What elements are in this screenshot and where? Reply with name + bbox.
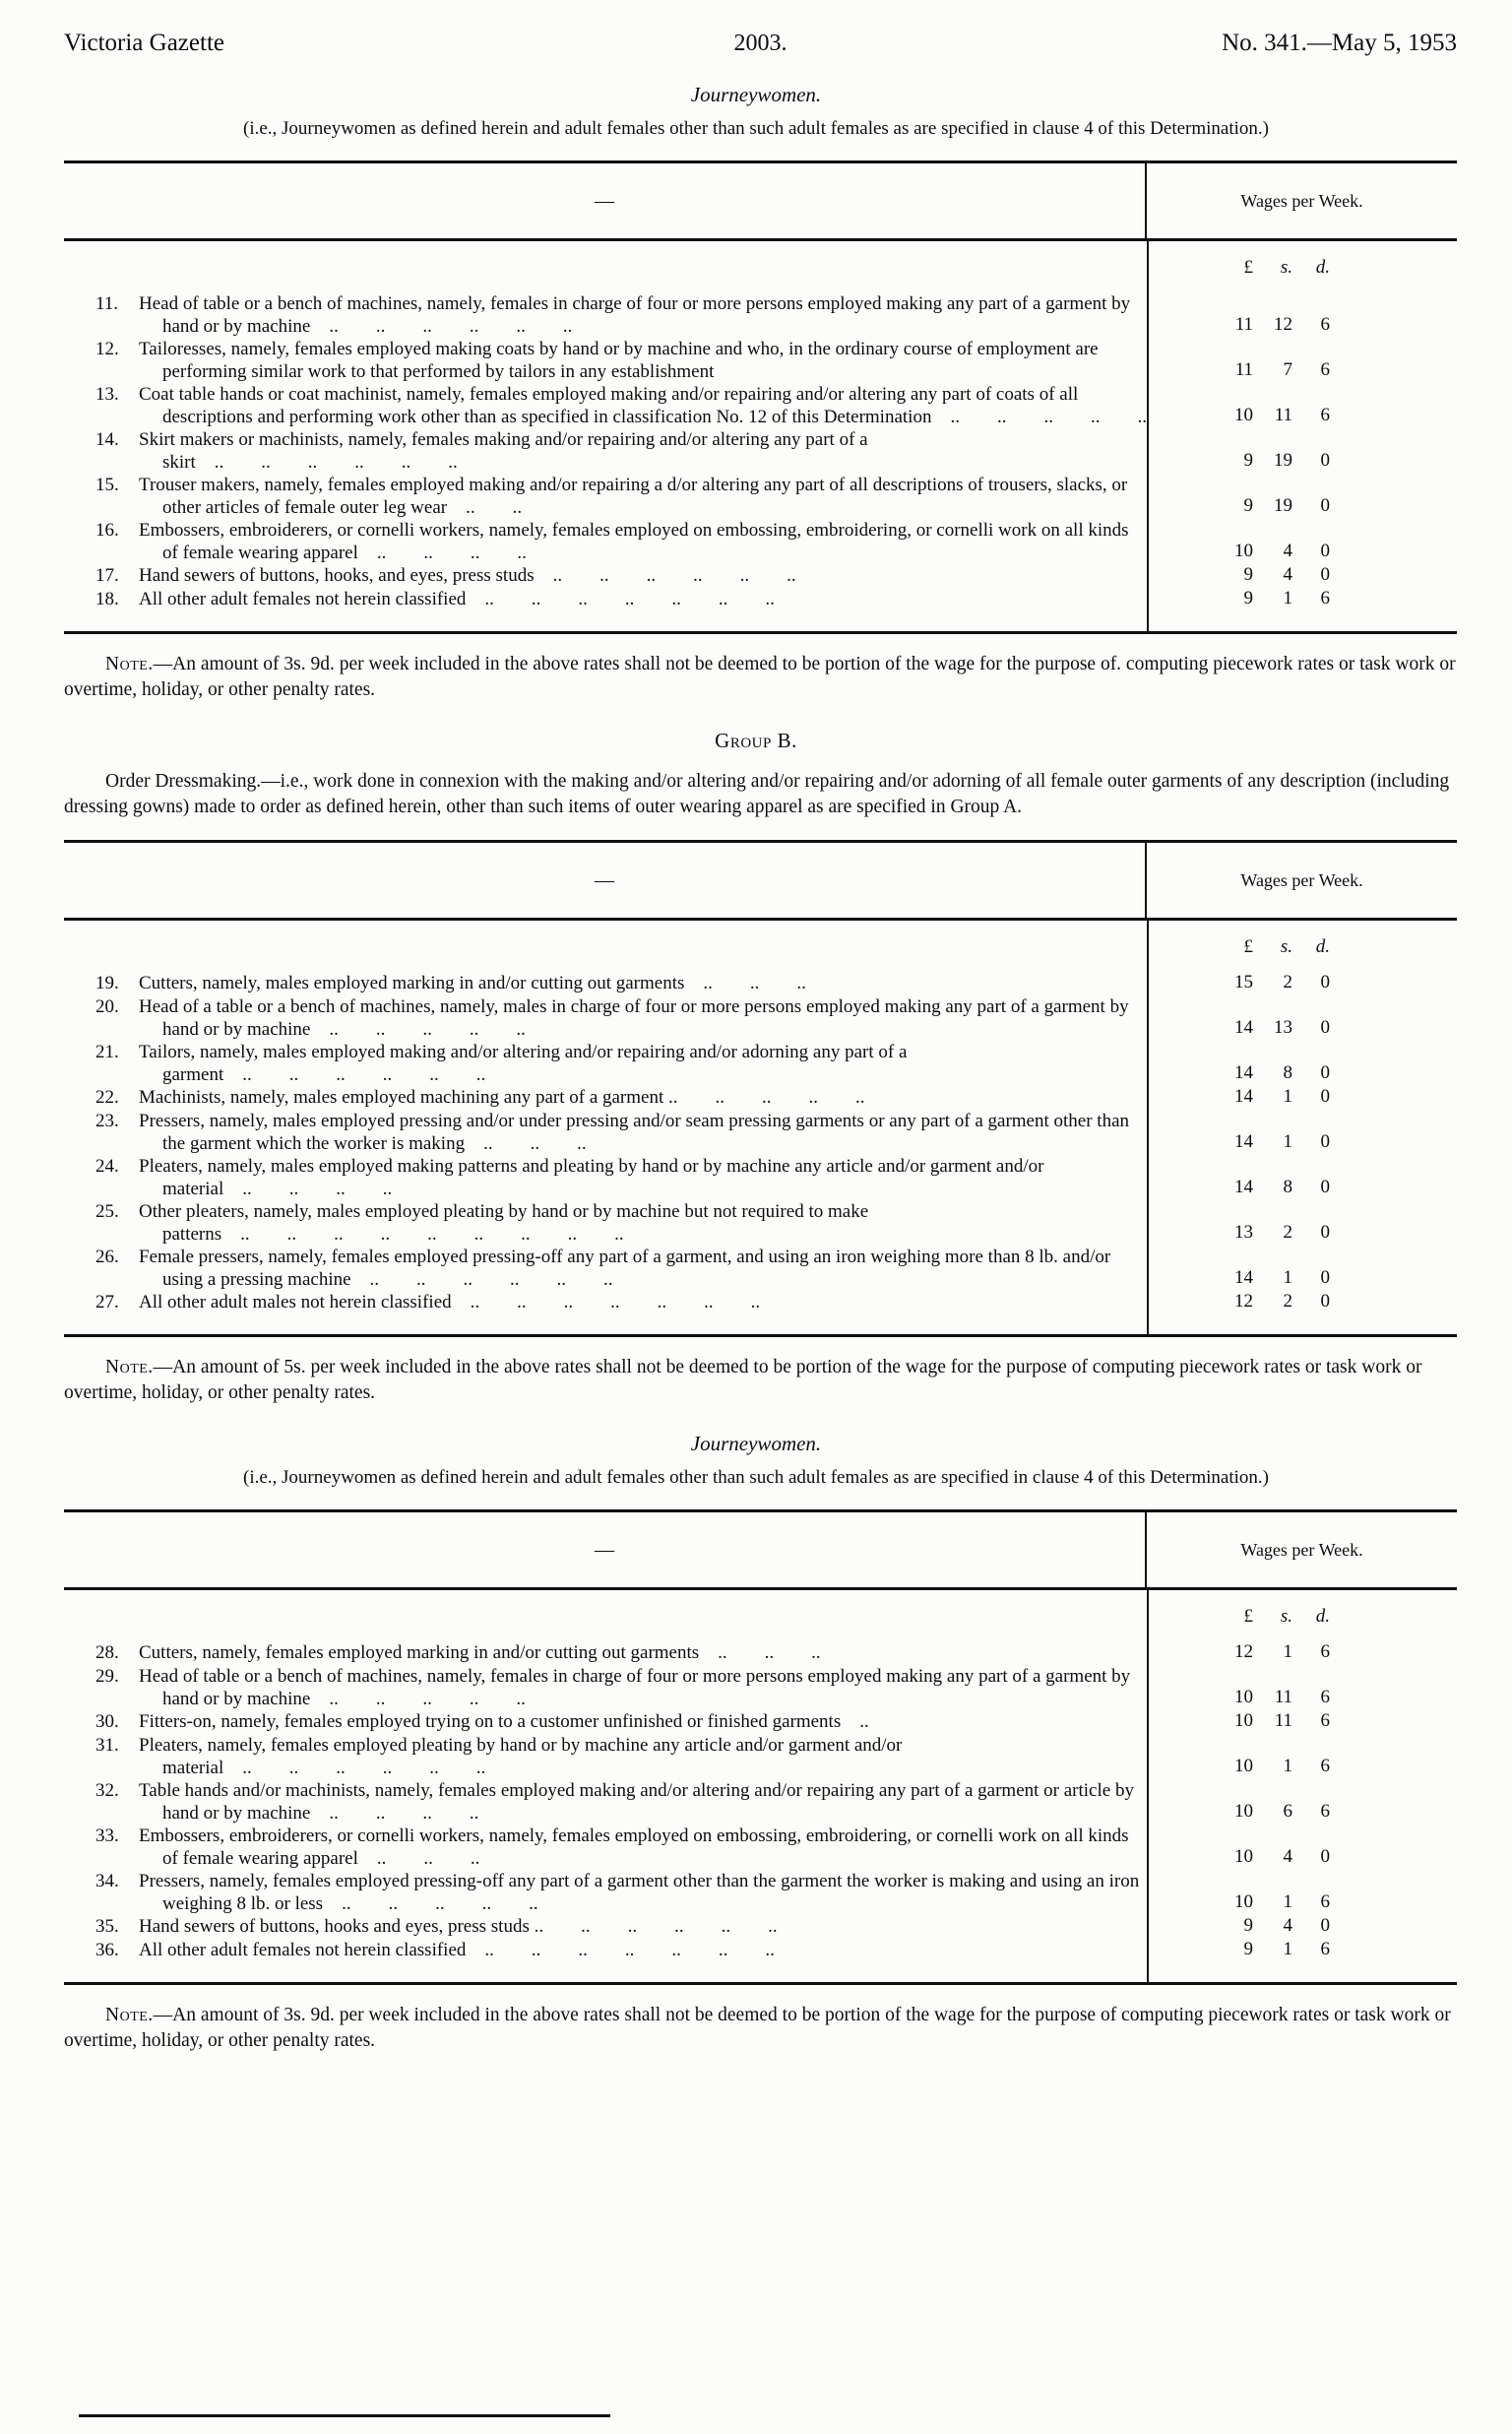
wage-pence: 0 [1320,1086,1330,1107]
wage-shillings: 1 [1283,588,1292,608]
wage-pounds: 14 [1234,1062,1253,1083]
wage-shillings: 12 [1274,314,1292,335]
wages-per-week-label: Wages per Week. [1145,843,1457,918]
row-description: 27. All other adult males not herein classified .. .. .. .. .. .. .. [95,1292,761,1313]
wage-pounds: 13 [1234,1222,1253,1243]
wage-shillings: 11 [1274,405,1292,425]
shillings-symbol: s. [1280,936,1292,957]
table-row [64,1200,1457,1246]
wage-pence: 0 [1320,495,1330,516]
row-description: 28. Cutters, namely, females employed marking in and/or cutting out garments .. .. .. [95,1642,821,1663]
table-row [64,1939,1457,1962]
table-row [64,1665,1457,1710]
row-number: 20. [95,996,119,1017]
wage-pounds: 14 [1234,1267,1253,1288]
row-wage [1147,428,1457,474]
row-description: 12. Tailoresses, namely, females employed making coats by hand or by machine and who, in the ordinary course of employment are performing similar work to that performed by tailors in any establishment [95,339,1099,382]
wage-pence: 6 [1320,359,1330,380]
wage-shillings: 19 [1274,450,1292,471]
currency-header-row [64,921,1457,972]
wage-pence: 0 [1320,1846,1330,1867]
wage-pounds: 10 [1234,541,1253,561]
wage-shillings: 11 [1274,1710,1292,1731]
wage-shillings: 2 [1283,1222,1292,1243]
wage-shillings: 4 [1283,1846,1292,1867]
row-wage [1147,972,1457,995]
row-description: 17. Hand sewers of buttons, hooks, and eyes, press studs .. .. .. .. .. .. [95,565,796,586]
table-row [64,474,1457,519]
note-label: Note. [105,654,154,674]
row-description: 20. Head of a table or a bench of machines, namely, males in charge of four or more persons employed making any part of a garment by hand or by machine .. .. .. .. .. [95,996,1129,1040]
wage-pounds: 14 [1234,1131,1253,1152]
row-number: 21. [95,1042,119,1062]
table-footer-spacer [64,1314,1457,1334]
note-group-b [64,1355,1457,1406]
wage-shillings: 6 [1283,1801,1292,1822]
wage-pounds: 10 [1234,1891,1253,1912]
wage-pounds: 14 [1234,1177,1253,1197]
section-title-journeywomen-a: Journeywomen. [690,83,822,106]
row-wage [1147,564,1457,588]
row-wage [1147,474,1457,519]
wage-pence: 0 [1320,541,1330,561]
wage-pounds: 9 [1243,564,1253,585]
row-number: 30. [95,1711,119,1732]
wage-shillings: 1 [1283,1131,1292,1152]
table-footer-spacer [64,1962,1457,1982]
row-number: 19. [95,973,119,993]
table-row [64,292,1457,338]
wages-table-group-a-females [64,160,1457,634]
wage-pounds: 11 [1234,314,1253,335]
table-row [64,1734,1457,1779]
wage-pounds: 10 [1234,1846,1253,1867]
wage-shillings: 1 [1283,1086,1292,1107]
pence-symbol: d. [1315,936,1330,957]
currency-header [1147,241,1457,292]
table-row [64,1825,1457,1870]
row-number: 24. [95,1156,119,1177]
pence-symbol: d. [1315,257,1330,278]
table-row [64,1110,1457,1155]
row-wage [1147,1641,1457,1665]
wage-shillings: 4 [1283,564,1292,585]
order-dressmaking-intro: Order Dressmaking.—i.e., work done in connexion with the making and/or altering and/or repairing and/or adorning of all female outer garments of any description (including dressing gowns) made to order as defined herein, other than such items of outer wearing apparel as are specified in Group A. [64,771,1450,817]
wage-pence: 0 [1320,1291,1330,1312]
row-description: 24. Pleaters, namely, males employed making patterns and pleating by hand or by machine any article and/or garment and/or material .. .. .. .. [95,1156,1044,1199]
row-description: 29. Head of table or a bench of machines, namely, females in charge of four or more persons employed making any part of a garment by hand or by machine .. .. .. .. .. [95,1666,1131,1709]
currency-header-row [64,1590,1457,1641]
row-description: 30. Fitters-on, namely, females employed trying on to a customer unfinished or finished garments .. [95,1711,869,1732]
section-title-journeywomen-b: Journeywomen. [690,1432,822,1455]
row-description: 19. Cutters, namely, males employed marking in and/or cutting out garments .. .. .. [95,973,806,993]
row-description: 33. Embossers, embroiderers, or cornelli workers, namely, females employed on embossing, embroidering, or cornelli work on all kinds of female wearing apparel .. .. .. [95,1826,1129,1869]
table-row [64,1915,1457,1939]
wage-pounds: 9 [1243,495,1253,516]
note-label: Note. [105,2005,154,2025]
table-row [64,1246,1457,1291]
row-wage [1147,292,1457,338]
wage-pounds: 9 [1243,1915,1253,1936]
gazette-header [0,0,1512,57]
wage-shillings: 8 [1283,1062,1292,1083]
section-subtitle-b: (i.e., Journeywomen as defined herein and adult females other than such adult females as are specified in clause 4 of this Determination.) [243,1467,1269,1488]
wage-shillings: 13 [1274,1017,1292,1038]
row-number: 16. [95,520,119,541]
row-number: 35. [95,1916,119,1937]
table-row [64,995,1457,1041]
table-row [64,1710,1457,1734]
row-number: 33. [95,1826,119,1846]
table-row [64,588,1457,611]
wage-shillings: 19 [1274,495,1292,516]
table-row [64,1155,1457,1200]
table-header [64,1512,1457,1587]
table-row [64,1086,1457,1110]
wage-pounds: 9 [1243,450,1253,471]
shillings-symbol: s. [1280,257,1292,278]
table-row [64,519,1457,564]
table-row [64,1870,1457,1915]
wage-shillings: 4 [1283,541,1292,561]
wages-per-week-label: Wages per Week. [1145,1512,1457,1587]
table-row [64,1291,1457,1314]
wage-pounds: 10 [1234,405,1253,425]
row-wage [1147,588,1457,611]
row-description: 11. Head of table or a bench of machines, namely, females in charge of four or more persons employed making any part of a garment by hand or by machine .. .. .. .. .. .. [95,293,1131,337]
table-rows [64,972,1457,1314]
row-wage [1147,1710,1457,1734]
group-b-heading: Group B. [715,729,797,752]
row-description: 22. Machinists, namely, males employed machining any part of a garment .. .. .. .. .. [95,1087,865,1108]
table-row [64,1779,1457,1825]
row-number: 22. [95,1087,119,1108]
wages-table-group-b-females [64,1509,1457,1985]
row-number: 29. [95,1666,119,1687]
row-wage [1147,338,1457,383]
row-wage [1147,1291,1457,1314]
wage-shillings: 1 [1283,1939,1292,1959]
row-wage [1147,1870,1457,1915]
wage-shillings: 2 [1283,1291,1292,1312]
row-description: 23. Pressers, namely, males employed pressing and/or under pressing and/or seam pressing garments or any part of a garment other than the garment which the worker is making .. .. .. [95,1111,1130,1154]
wage-pounds: 10 [1234,1756,1253,1776]
row-wage [1147,1155,1457,1200]
section-subtitle-a: (i.e., Journeywomen as defined herein and adult females other than such adult females as are specified in clause 4 of this Determination.) [243,118,1269,139]
row-wage [1147,995,1457,1041]
row-number: 11. [95,293,119,314]
note-text: —An amount of 5s. per week included in the above rates shall not be deemed to be portion of the wage for the purpose of computing piecework rates or task work or overtime, holiday, or other penalty rates. [64,1357,1422,1403]
row-description: 16. Embossers, embroiderers, or cornelli workers, namely, females employed on embossing, embroidering, or cornelli work on all kinds of female wearing apparel .. .. .. .. [95,520,1129,563]
table-header [64,163,1457,238]
wage-shillings: 7 [1283,359,1292,380]
wage-pounds: 9 [1243,1939,1253,1959]
wage-shillings: 11 [1274,1687,1292,1707]
wage-shillings: 1 [1283,1891,1292,1912]
row-number: 34. [95,1871,119,1891]
wage-pounds: 10 [1234,1710,1253,1731]
wage-pence: 0 [1320,1131,1330,1152]
row-wage [1147,519,1457,564]
row-description: 34. Pressers, namely, females employed pressing-off any part of a garment other than the garment the worker is making and using an iron weighing 8 lb. or less .. .. .. .. .. [95,1871,1140,1914]
row-number: 27. [95,1292,119,1313]
table-row [64,1041,1457,1086]
table-header [64,843,1457,918]
table-footer-spacer [64,611,1457,631]
currency-header-row [64,241,1457,292]
wage-pounds: 10 [1234,1801,1253,1822]
note-group-a [64,652,1457,703]
currency-header [1147,1590,1457,1641]
wages-table-group-b-males [64,840,1457,1337]
row-number: 28. [95,1642,119,1663]
table-row [64,564,1457,588]
wage-pence: 0 [1320,1915,1330,1936]
table-rows [64,1641,1457,1962]
table-header-dash: — [595,189,614,212]
wage-pence: 0 [1320,450,1330,471]
wage-pence: 6 [1320,588,1330,608]
wage-pounds: 11 [1234,359,1253,380]
row-wage [1147,1110,1457,1155]
table-row [64,428,1457,474]
wage-pence: 0 [1320,1267,1330,1288]
row-wage [1147,1200,1457,1246]
note-journeywomen-b [64,2003,1457,2054]
note-text: —An amount of 3s. 9d. per week included in the above rates shall not be deemed to be portion of the wage for the purpose of. computing piecework rates or task work or overtime, holiday, or other penalty rates. [64,654,1456,700]
row-number: 26. [95,1247,119,1267]
row-wage [1147,1915,1457,1939]
row-wage [1147,383,1457,428]
row-description: 26. Female pressers, namely, females employed pressing-off any part of a garment, and using an iron weighing more than 8 lb. and/or using a pressing machine .. .. .. .. .. .. [95,1247,1111,1290]
wage-pence: 0 [1320,1017,1330,1038]
row-number: 13. [95,384,119,405]
table-header-dash: — [595,868,614,891]
row-wage [1147,1086,1457,1110]
wage-pence: 6 [1320,405,1330,425]
wage-pence: 6 [1320,1891,1330,1912]
row-wage [1147,1665,1457,1710]
row-number: 18. [95,589,119,609]
row-number: 32. [95,1780,119,1801]
pound-symbol: £ [1243,257,1253,278]
wage-pence: 6 [1320,1939,1330,1959]
row-number: 36. [95,1940,119,1960]
row-description: 18. All other adult females not herein classified .. .. .. .. .. .. .. [95,589,775,609]
row-number: 15. [95,475,119,495]
row-description: 35. Hand sewers of buttons, hooks and eyes, press studs .. .. .. .. .. .. [95,1916,778,1937]
table-row [64,1641,1457,1665]
wage-shillings: 1 [1283,1756,1292,1776]
page-number: 2003. [733,31,788,56]
wage-shillings: 1 [1283,1267,1292,1288]
wage-pounds: 9 [1243,588,1253,608]
currency-header [1147,921,1457,972]
issue-date: No. 341.—May 5, 1953 [1222,30,1457,56]
row-description: 25. Other pleaters, namely, males employed pleating by hand or by machine but not required to make patterns .. .. .. .. .. .. .. .. .. [95,1201,869,1245]
page-edge-artifact [79,2414,610,2417]
row-description: 13. Coat table hands or coat machinist, namely, females employed making and/or repairing and/or altering any part of coats of all descriptions and performing work other than as specified in classification No. 12 of this Determination .. .. .. .. .. [95,384,1147,427]
note-label: Note. [105,1357,154,1377]
wage-pence: 6 [1320,314,1330,335]
table-row [64,338,1457,383]
row-wage [1147,1779,1457,1825]
wage-pence: 6 [1320,1756,1330,1776]
pound-symbol: £ [1243,1606,1253,1627]
row-description: 31. Pleaters, namely, females employed pleating by hand or by machine any article and/or garment and/or material .. .. .. .. .. .. [95,1735,903,1778]
wage-shillings: 2 [1283,972,1292,993]
row-number: 12. [95,339,119,359]
journal-title: Victoria Gazette [64,30,224,56]
row-description: 36. All other adult females not herein classified .. .. .. .. .. .. .. [95,1940,775,1960]
wage-shillings: 1 [1283,1641,1292,1662]
row-description: 15. Trouser makers, namely, females employed making and/or repairing a d/or altering any part of all descriptions of trousers, slacks, or other articles of female outer leg wear .. .. [95,475,1128,518]
wage-pence: 0 [1320,1177,1330,1197]
wage-shillings: 4 [1283,1915,1292,1936]
wage-pence: 6 [1320,1687,1330,1707]
wage-pounds: 12 [1234,1641,1253,1662]
row-description: 32. Table hands and/or machinists, namely, females employed making and/or altering and/or repairing any part of a garment or article by hand or by machine .. .. .. .. [95,1780,1134,1824]
wage-pounds: 15 [1234,972,1253,993]
row-number: 14. [95,429,119,450]
row-number: 25. [95,1201,119,1222]
shillings-symbol: s. [1280,1606,1292,1627]
row-wage [1147,1734,1457,1779]
wage-shillings: 8 [1283,1177,1292,1197]
row-description: 21. Tailors, namely, males employed making and/or altering and/or repairing and/or adorning any part of a garment .. .. .. .. .. .. [95,1042,908,1085]
wage-pence: 0 [1320,564,1330,585]
wage-pounds: 14 [1234,1086,1253,1107]
row-number: 23. [95,1111,119,1131]
wage-pence: 6 [1320,1710,1330,1731]
row-number: 17. [95,565,119,586]
wage-pounds: 14 [1234,1017,1253,1038]
wage-pence: 6 [1320,1801,1330,1822]
table-rows [64,292,1457,611]
row-wage [1147,1825,1457,1870]
wages-per-week-label: Wages per Week. [1145,163,1457,238]
wage-pence: 0 [1320,972,1330,993]
table-row [64,383,1457,428]
pence-symbol: d. [1315,1606,1330,1627]
wage-pence: 0 [1320,1062,1330,1083]
row-wage [1147,1041,1457,1086]
table-row [64,972,1457,995]
wage-pounds: 12 [1234,1291,1253,1312]
table-header-dash: — [595,1538,614,1561]
wage-pounds: 10 [1234,1687,1253,1707]
row-wage [1147,1939,1457,1962]
wage-pence: 0 [1320,1222,1330,1243]
row-description: 14. Skirt makers or machinists, namely, females making and/or repairing and/or altering any part of a skirt .. .. .. .. .. .. [95,429,868,473]
pound-symbol: £ [1243,936,1253,957]
row-number: 31. [95,1735,119,1756]
row-wage [1147,1246,1457,1291]
note-text: —An amount of 3s. 9d. per week included in the above rates shall not be deemed to be portion of the wage for the purpose of computing piecework rates or task work or overtime, holiday, or other penalty rates. [64,2005,1451,2051]
wage-pence: 6 [1320,1641,1330,1662]
